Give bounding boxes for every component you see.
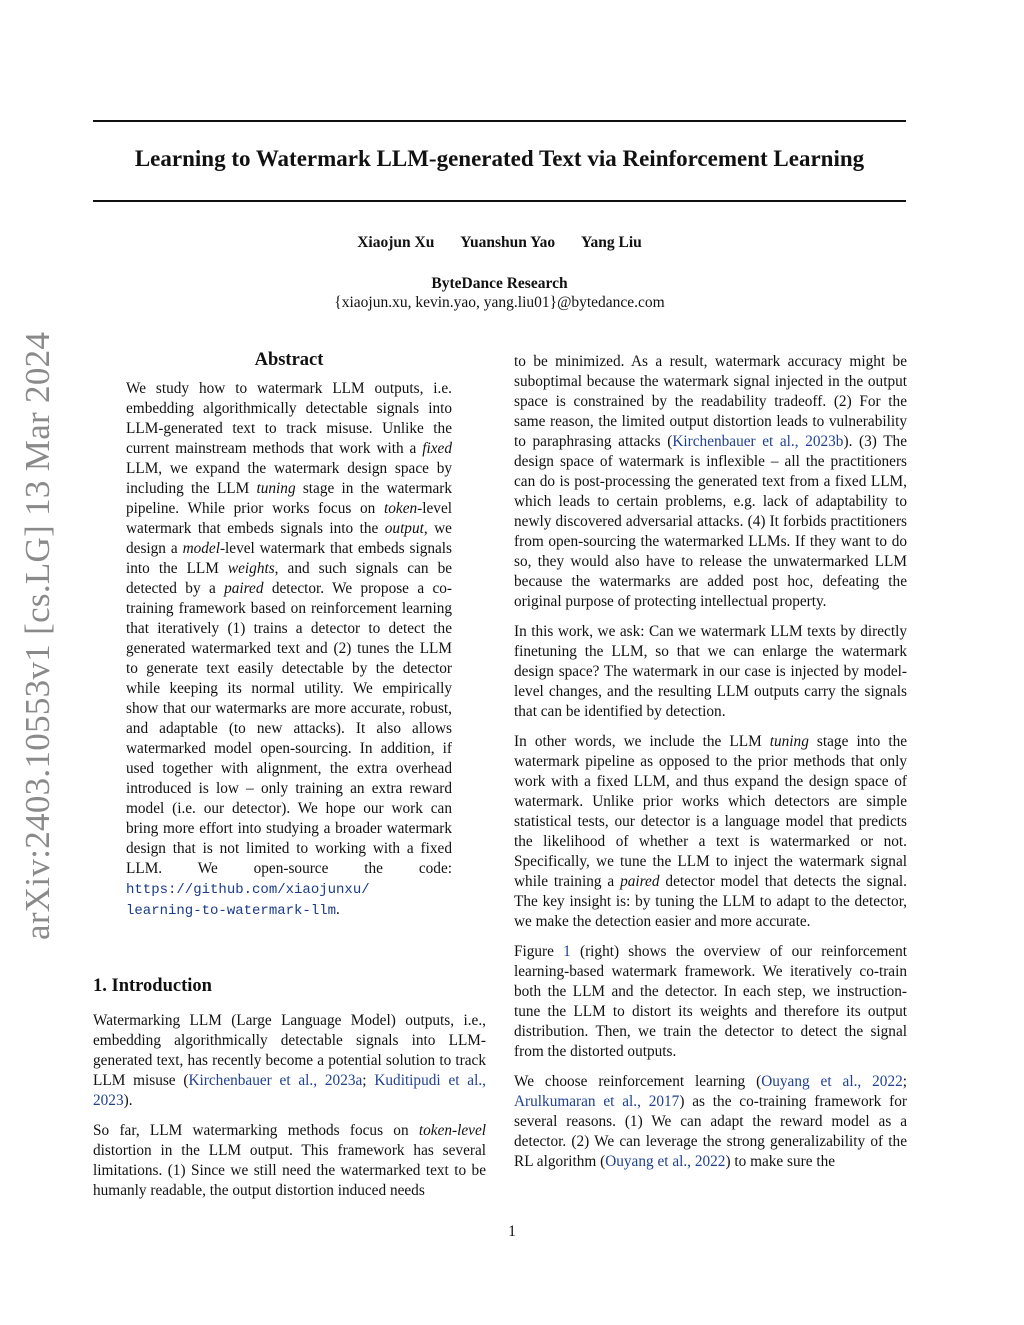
- arxiv-identifier: arXiv:2403.10553v1 [cs.LG] 13 Mar 2024: [18, 331, 57, 940]
- paragraph: So far, LLM watermarking methods focus on token-level distortion in the LLM output. This framework has several limitations. (1) Since we still need the watermarked text to be humanly readable, the output distortion induced needs: [93, 1122, 486, 1199]
- citation-link[interactable]: Kuditipudi et al., 2023: [93, 1072, 486, 1109]
- paragraph: to be minimized. As a result, watermark accuracy might be suboptimal because the watermark signal injected in the output space is constrained by the readability tradeoff. (2) For the same reason, the limited output distortion leads to vulnerability to paraphrasing attacks (Kirchenbauer et al., 2023b). (3) The design space of watermark is inflexible – all the practitioners can do is post-processing the generated text from a fixed LLM, which leads to certain problems, e.g. lack of adaptability to newly discovered adversarial attacks. (4) It forbids practitioners from open-sourcing the watermarked LLMs. If they want to do so, they would also have to release the unwatermarked LLM because the watermarks are added post hoc, defeating the original purpose of protecting intellectual property.: [514, 353, 907, 610]
- top-rule: [93, 120, 906, 122]
- code-link[interactable]: https://github.com/xiaojunxu/ learning-to-watermark-llm: [126, 882, 370, 919]
- author-list: [93, 234, 906, 252]
- citation-link[interactable]: Arulkumaran et al., 2017: [514, 1093, 680, 1110]
- citation-link[interactable]: Kirchenbauer et al., 2023b: [672, 433, 844, 450]
- citation-link[interactable]: Ouyang et al., 2022: [761, 1073, 903, 1090]
- author-emails: {xiaojun.xu, kevin.yao, yang.liu01}@bytedance.com: [334, 294, 665, 311]
- paragraph: We choose reinforcement learning (Ouyang et al., 2022; Arulkumaran et al., 2017) as the co-training framework for several reasons. (1) We can adapt the reward model as a detector. (2) We can leverage the strong generalizability of the RL algorithm (Ouyang et al., 2022) to make sure the: [514, 1073, 907, 1170]
- abstract-body: We study how to watermark LLM outputs, i.e. embedding algorithmically detectable signals into LLM-generated text to track misuse. Unlike the current mainstream methods that work with a fixed LLM, we expand the watermark design space by including the LLM tuning stage in the watermark pipeline. While prior works focus on token-level watermark that embeds signals into the output, we design a model-level watermark that embeds signals into the LLM weights, and such signals can be detected by a paired detector. We propose a co-training framework based on reinforcement learning that iteratively (1) trains a detector to detect the generated watermarked text and (2) tunes the LLM to generate text easily detectable by the detector while keeping its normal utility. We empirically show that our watermarks are more accurate, robust, and adaptable (to new attacks). It also allows watermarked model open-sourcing. In addition, if used together with alignment, the extra overhead introduced is low – only training an extra reward model (i.e. our detector). We hope our work can bring more effort into studying a broader watermark design that is not limited to working with a fixed LLM. We open-source the code: https://github.com/xiaojunxu/ learning-to-watermark-llm.: [126, 380, 453, 919]
- author-name: Yang Liu: [581, 234, 642, 251]
- title-rule: [93, 200, 906, 202]
- affiliation: ByteDance Research: [431, 275, 568, 292]
- author-name: Yuanshun Yao: [460, 234, 556, 251]
- author-name: Xiaojun Xu: [357, 234, 435, 251]
- paper-title: Learning to Watermark LLM-generated Text via Reinforcement Learning: [134, 146, 865, 171]
- abstract-heading: Abstract: [254, 350, 324, 370]
- citation-link[interactable]: Kirchenbauer et al., 2023a: [188, 1072, 363, 1089]
- section-heading-introduction: 1. Introduction: [93, 976, 212, 996]
- citation-link[interactable]: Ouyang et al., 2022: [605, 1153, 726, 1170]
- paragraph: In this work, we ask: Can we watermark LLM texts by directly finetuning the LLM, so that we can enlarge the watermark design space? The watermark in our case is injected by model-level changes, and the resulting LLM outputs carry the signals that can be identified by detection.: [514, 623, 907, 720]
- paragraph: In other words, we include the LLM tuning stage into the watermark pipeline as opposed to the prior methods that only work with a fixed LLM, and thus expand the design space of watermark. Unlike prior works which detectors are simple statistical tests, our detector is a language model that predicts the likelihood of whether a text is watermarked or not. Specifically, we tune the LLM to inject the watermark signal while training a paired detector model that detects the signal. The key insight is: by tuning the LLM to adapt to the detector, we make the detection easier and more accurate.: [514, 733, 908, 930]
- figure-reference-link[interactable]: 1: [563, 943, 571, 960]
- right-column: [514, 352, 907, 1182]
- paragraph: Watermarking LLM (Large Language Model) outputs, i.e., embedding algorithmically detectable signals into LLM-generated text, has recently become a potential solution to track LLM misuse (Kirchenbauer et al., 2023a; Kuditipudi et al., 2023).: [93, 1012, 486, 1109]
- page-number: 1: [508, 1223, 516, 1240]
- intro-left-column: [93, 1011, 486, 1211]
- paragraph: Figure 1 (right) shows the overview of our reinforcement learning-based watermark framework. We iteratively co-train both the LLM and the detector. In each step, we instruction-tune the LLM to distort its weights and therefore its output distribution. Then, we train the detector to detect the signal from the distorted outputs.: [514, 943, 907, 1060]
